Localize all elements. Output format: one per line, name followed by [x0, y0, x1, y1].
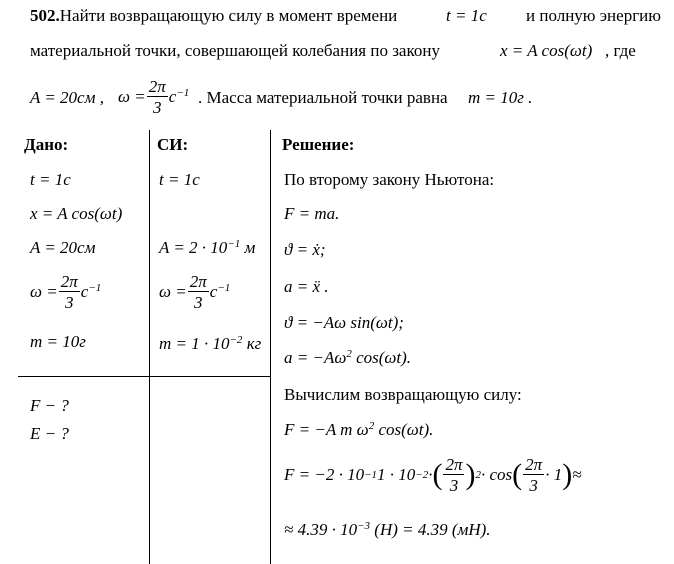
- given-mass: m = 10г: [30, 332, 86, 351]
- problem-law: x = A cos(ωt): [500, 41, 593, 60]
- calc-paren-open-2: (: [512, 458, 523, 491]
- problem-omega-lhs: ω =: [118, 87, 146, 106]
- problem-text-1-tail: и полную энергию: [526, 6, 661, 25]
- calc-paren-close-2: ): [562, 458, 573, 491]
- result-pre: ≈ 4.39 · 10: [284, 520, 358, 539]
- si-amplitude: [159, 238, 255, 258]
- given-omega-fraction: [59, 273, 80, 311]
- calc-paren-open-1: (: [432, 458, 443, 491]
- solution-accel-pre: a = −Aω: [284, 348, 347, 367]
- solution-result: [284, 520, 491, 540]
- calc-approx: ≈: [572, 465, 582, 484]
- given-omega-exp: −1: [88, 282, 102, 294]
- problem-mass: m = 10г .: [468, 88, 533, 107]
- si-omega-lhs: ω =: [159, 282, 187, 301]
- solution-acceleration-formula: [284, 348, 411, 368]
- result-post: (H) = 4.39 (мH).: [370, 520, 491, 539]
- given-omega-num: 2π: [60, 272, 78, 291]
- problem-omega-exp: −1: [176, 87, 190, 99]
- solution-velocity-def: ϑ = ẋ;: [284, 240, 326, 259]
- problem-text-2: материальной точки, совершающей колебания по закону: [30, 41, 440, 60]
- si-omega-fraction: [188, 273, 209, 311]
- given-omega-lhs: ω =: [30, 282, 58, 301]
- si-amplitude-unit: м: [240, 238, 256, 257]
- problem-text-1: Найти возвращающую силу в момент времени: [59, 6, 398, 25]
- solution-force-post: cos(ωt).: [374, 420, 434, 439]
- header-si: СИ:: [157, 135, 189, 154]
- calc-den-1: 3: [449, 476, 459, 495]
- calc-num-2: 2π: [525, 455, 543, 474]
- problem-line-1: [30, 6, 397, 26]
- solution-velocity-formula: ϑ = −Aω sin(ωt);: [284, 313, 404, 332]
- si-mass-exp: −2: [229, 334, 243, 346]
- given-time: t = 1c: [30, 170, 71, 189]
- calc-dot: ·: [428, 465, 433, 484]
- result-exp: −3: [357, 520, 371, 532]
- problem-omega: [118, 78, 189, 116]
- calc-cos: · cos: [480, 465, 513, 484]
- given-omega-unit: c: [80, 282, 89, 301]
- solution-calculation: F = −2 · 10 −1 1 · 10 −2 · ( $\frac{2\pi}{3}$ ) 2 · cos ( $\frac{2\pi}{3}$ · 1 ) ≈: [284, 455, 582, 495]
- problem-number: 502.: [30, 6, 60, 25]
- header-solution: Решение:: [282, 135, 355, 154]
- si-mass-unit: кг: [242, 334, 262, 353]
- problem-text-3: . Масса материальной точки равна: [198, 88, 448, 107]
- calc-paren-close-1: ): [465, 458, 476, 491]
- header-given: Дано:: [24, 135, 69, 154]
- column-divider-1: [149, 130, 150, 564]
- solution-newton-law: По второму закону Ньютона:: [284, 170, 495, 189]
- column-divider-2: [270, 130, 271, 564]
- problem-amplitude: A = 20см ,: [30, 88, 104, 107]
- problem-omega-num: 2π: [148, 77, 166, 96]
- solution-accel-post: cos(ωt).: [351, 348, 412, 367]
- si-amplitude-exp: −1: [227, 238, 241, 250]
- si-mass: [159, 334, 261, 354]
- given-omega: [30, 273, 101, 311]
- given-omega-den: 3: [65, 293, 74, 312]
- calc-fraction-1: [443, 456, 464, 494]
- si-time: t = 1c: [159, 170, 200, 189]
- solution-f-ma: F = ma.: [284, 204, 340, 223]
- calc-num-1: 2π: [445, 455, 463, 474]
- si-omega: [159, 273, 230, 311]
- problem-text-2-tail: , где: [605, 41, 636, 60]
- given-separator: [18, 376, 270, 377]
- solution-force-pre: F = −A m ω: [284, 420, 369, 439]
- problem-omega-unit: c: [168, 87, 177, 106]
- solution-accel-exp: 2: [346, 348, 352, 360]
- si-omega-exp: −1: [217, 282, 231, 294]
- problem-omega-den: 3: [153, 98, 162, 117]
- si-omega-unit: c: [209, 282, 218, 301]
- find-force: F − ?: [30, 396, 69, 415]
- solution-force-formula: [284, 420, 433, 440]
- si-amplitude-value: A = 2 · 10: [159, 238, 228, 257]
- calc-mid: 1 · 10: [377, 465, 416, 484]
- solution-force-exp: 2: [368, 420, 375, 432]
- calc-one: · 1: [545, 465, 563, 484]
- solution-compute-force: Вычислим возвращающую силу:: [284, 385, 522, 404]
- si-omega-num: 2π: [189, 272, 207, 291]
- si-omega-den: 3: [194, 293, 203, 312]
- calc-den-2: 3: [529, 476, 538, 495]
- find-energy: E − ?: [30, 424, 69, 443]
- given-law: x = A cos(ωt): [30, 204, 123, 223]
- calc-fraction-2: [523, 456, 544, 494]
- problem-omega-fraction: [147, 78, 168, 116]
- problem-time: t = 1c: [446, 6, 487, 25]
- calc-pre: F = −2 · 10: [284, 465, 365, 484]
- given-amplitude: A = 20см: [30, 238, 96, 257]
- solution-acceleration-def: a = ẍ .: [284, 277, 329, 296]
- si-mass-value: m = 1 · 10: [159, 334, 230, 353]
